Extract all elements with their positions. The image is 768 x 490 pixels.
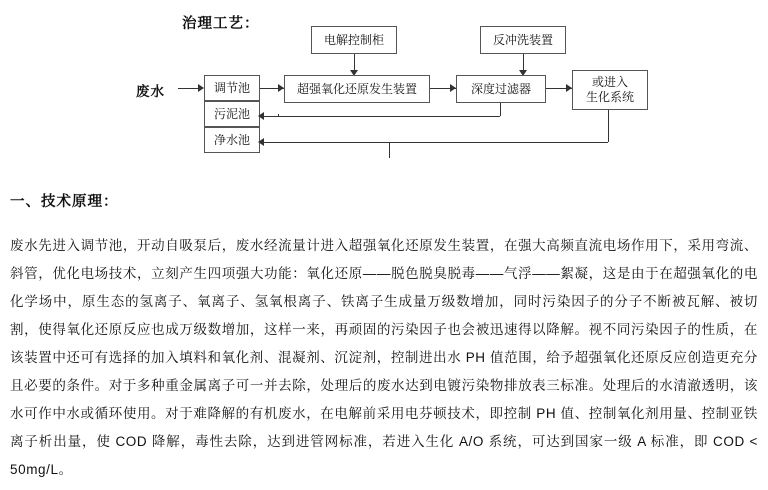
box-clean-water-tank[interactable]: 净水池 (204, 127, 260, 153)
section-heading: 一、技术原理： (10, 194, 119, 210)
box-deep-filter[interactable]: 深度过滤器 (456, 75, 546, 103)
box-sludge-tank[interactable]: 污泥池 (204, 101, 260, 127)
box-biochemical-system[interactable] (572, 70, 648, 110)
connector-biochemical-return-down (608, 110, 609, 142)
box-backwash-device[interactable]: 反冲洗装置 (480, 26, 566, 54)
connector-return-to-sludge-stub (260, 116, 280, 117)
process-flow-diagram (0, 0, 768, 180)
diagram-title: 治理工艺： (182, 16, 260, 32)
connector-lower-return-horizontal (278, 142, 608, 143)
diagram-input-label: 废水 (136, 84, 165, 99)
connector-filter-return-down (500, 103, 501, 116)
box-biochemical-system-line1: 或进入 (591, 75, 628, 89)
box-regulating-tank[interactable]: 调节池 (204, 75, 260, 101)
technical-principle-paragraph: 废水先进入调节池，开动自吸泵后，废水经流量计进入超强氧化还原发生装置，在强大高频直流电场作用下，采用弯流、斜管，优化电场技术，立刻产生四项强大功能：氧化还原——脱色脱臭脱毒——气浮——絮凝，这是由于在超强氧化的电化学场中，原生态的氢离子、氧离子、氢氧根离子、铁离子生成量万级数增加，同时污染因子的分子不断被瓦解、被切割，使得氧化还原反应也成万级数增加，这样一来，再顽固的污染因子也会被迅速得以降解。视不同污染因子的性质，在该装置中还可有选择的加入填料和氧化剂、混凝剂、沉淀剂，控制进出水 PH 值范围，给予超强氧化还原反应创造更充分且必要的条件。对于多种重金属离子可一并去除，处理后的废水达到电镀污染物排放表三标准。处理后的水清澈透明，该水可作中水或循环使用。对于难降解的有机废水，在电解前采用电芬顿技术，即控制 PH 值、控制氧化剂用量、控制亚铁离子析出量，使 COD 降解，毒性去除，达到进管网标准，若进入生化 A/O 系统，可达到国家一级 A 标准，即 COD < 50mg/L。 (10, 238, 758, 477)
box-biochemical-system-line2: 生化系统 (585, 90, 634, 104)
box-electrolysis-control-cabinet[interactable]: 电解控制柜 (311, 26, 397, 54)
box-super-oxidation-reduction-generator[interactable]: 超强氧化还原发生装置 (284, 75, 430, 103)
connector-filter-return-horizontal (278, 116, 500, 117)
connector-return-to-clean-stub (260, 142, 280, 143)
connector-lower-return-drop (389, 142, 390, 158)
